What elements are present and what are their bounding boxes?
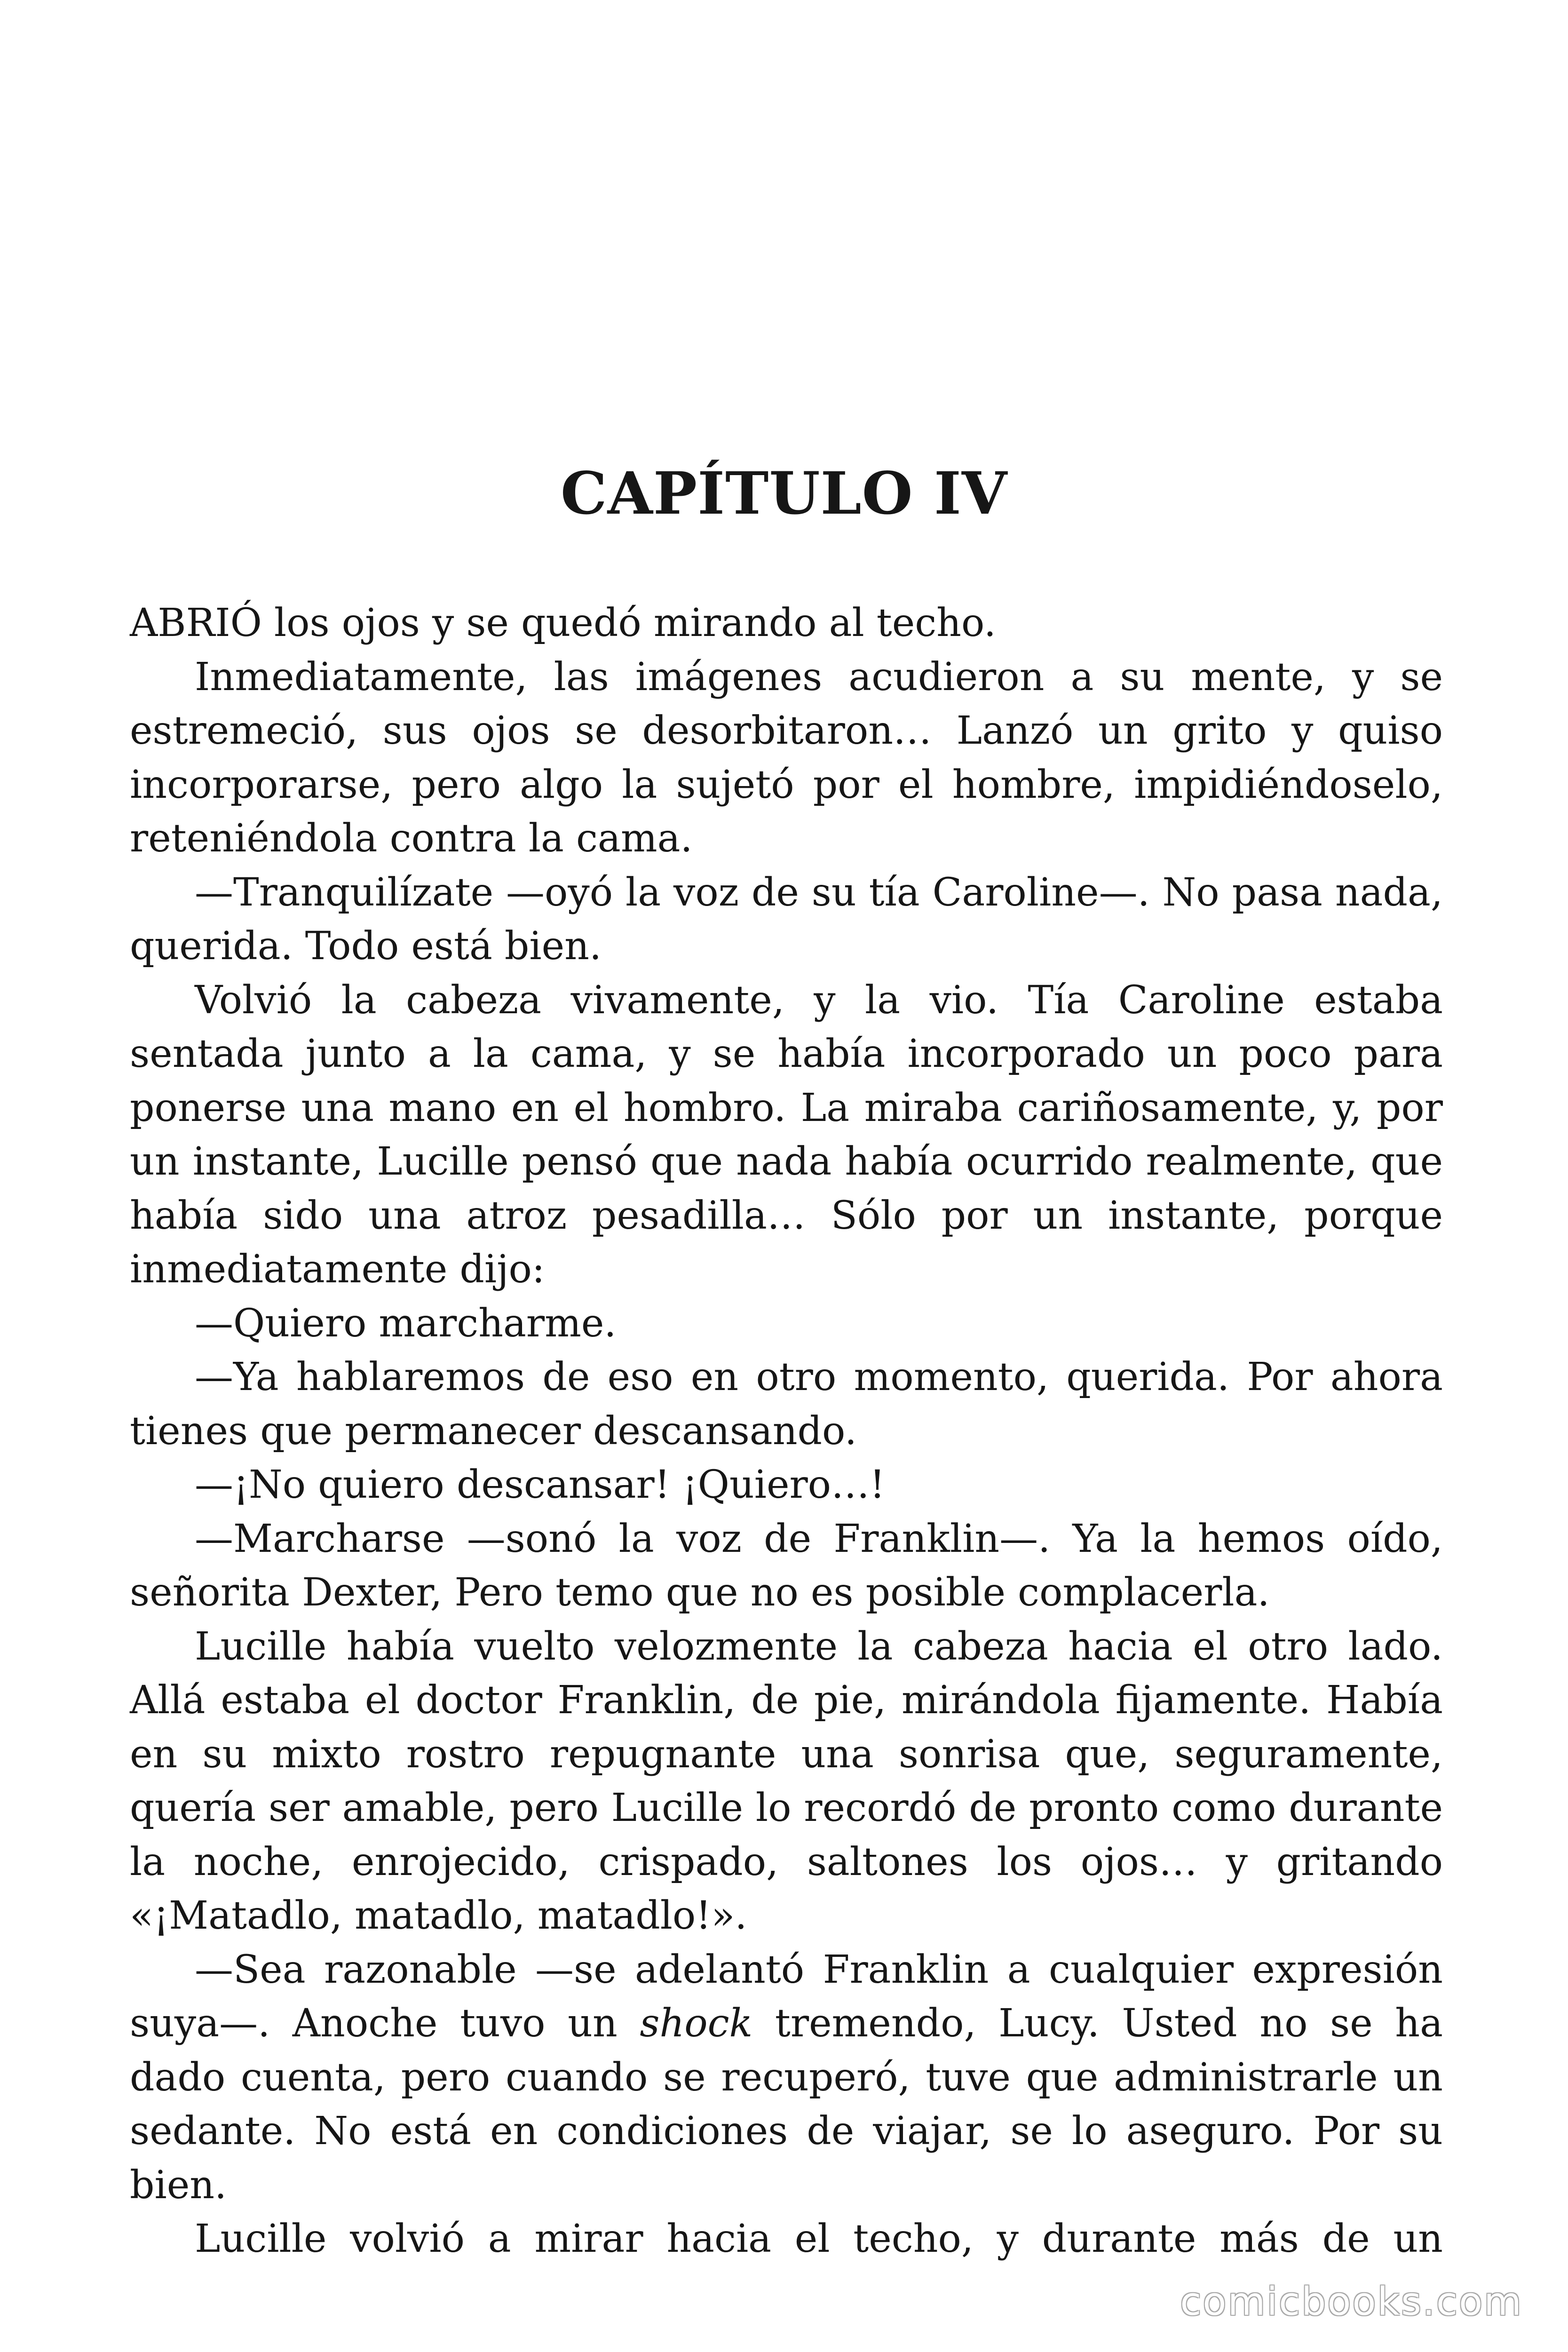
paragraph: —Quiero marcharme. <box>195 1301 617 1346</box>
paragraph-text: tremendo, Lucy. Usted no se ha dado cuenta, pero cuando se recuperó, tuve que administrarle un sedante. No está en condiciones de viajar, se lo aseguro. Por su bien. <box>130 2001 1443 2208</box>
paragraph: Inmediatamente, las imágenes acudieron a su mente, y se estremeció, sus ojos se desorbitaron… Lanzó un grito y quiso incorporarse, pero algo la sujetó por el hombre, impidiéndoselo, reteniéndola contra la cama. <box>130 654 1443 861</box>
paragraph: —Ya hablaremos de eso en otro momento, querida. Por ahora tienes que permanecer descansando. <box>130 1355 1443 1454</box>
paragraph: ABRIÓ los ojos y se quedó mirando al techo. <box>130 601 996 645</box>
chapter-body <box>130 596 1443 2266</box>
paragraph: —Tranquilízate —oyó la voz de su tía Caroline—. No pasa nada, querida. Todo está bien. <box>130 870 1443 969</box>
paragraph-text: —Sea razonable —se adelantó Franklin a cualquier expresión suya—. Anoche tuvo un <box>130 1947 1443 2046</box>
chapter-title: CAPÍTULO IV <box>560 460 1008 528</box>
paragraph <box>130 1943 1443 2213</box>
paragraph: Volvió la cabeza vivamente, y la vio. Tía Caroline estaba sentada junto a la cama, y se había incorporado un poco para ponerse una mano en el hombro. La miraba cariñosamente, y, por un instante, Lucille pensó que nada había ocurrido realmente, que había sido una atroz pesadilla… Sólo por un instante, porque inmediatamente dijo: <box>130 977 1443 1292</box>
paragraph-continued: Lucille volvió a mirar hacia el techo, y durante más de un <box>195 2217 1443 2261</box>
paragraph: Lucille había vuelto velozmente la cabeza hacia el otro lado. Allá estaba el doctor Franklin, de pie, mirándola fijamente. Había en su mixto rostro repugnante una sonrisa que, seguramente, quería ser amable, pero Lucille lo recordó de pronto como durante la noche, enrojecido, crispado, saltones los ojos… y gritando «¡Matadlo, matadlo, matadlo!». <box>130 1624 1443 1938</box>
paragraph: —Marcharse —sonó la voz de Franklin—. Ya la hemos oído, señorita Dexter, Pero temo que no es posible complacerla. <box>130 1516 1443 1615</box>
watermark-logo: comicbooks.com <box>1180 2280 1523 2324</box>
paragraph: —¡No quiero descansar! ¡Quiero…! <box>195 1462 885 1507</box>
emphasis-text: shock <box>640 2001 753 2046</box>
